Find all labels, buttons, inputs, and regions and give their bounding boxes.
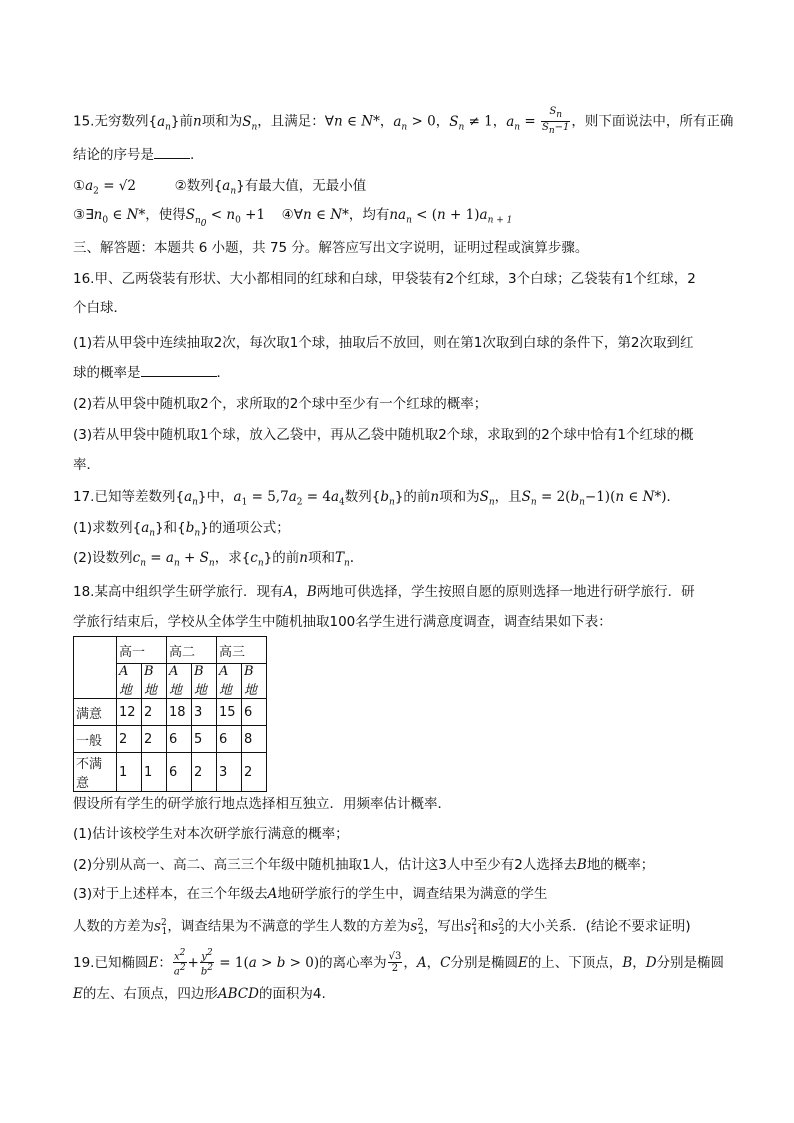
q17-line1: 17.已知等差数列$\{a_n\}$中，$a_1 = 5,7a_2 = 4a_4$数列$\{b_n\}$的前n项和为$S_n$，且$S_n = 2(b_n-1)(n$ ∈ N*)． — [73, 489, 680, 508]
table-cell: 12 — [117, 699, 142, 726]
table-cell: 1 — [142, 753, 167, 792]
grade-header: 高三 — [217, 637, 267, 664]
q16-line7: 率． — [73, 457, 100, 473]
table-cell: 2 — [192, 753, 217, 792]
q16-line4: 球的概率是 ． — [73, 362, 230, 383]
q17-line3: (2)设数列$c_n = a_n + S_n$，求$\{c_n\}$的前n项和$T_n$. — [73, 550, 355, 569]
q19-line1: 19.已知椭圆E： $\frac{x^2}{a^2}$ + $\frac{y^2}{b^2}$ = 1(a > b > 0)的离心率为 $\frac{√3}{2}$ ，A，C分别是椭圆E的上、下顶点，B，D分别是椭圆 — [73, 948, 725, 978]
row-label: 满意 — [74, 699, 117, 726]
q19-line2: E的左、右顶点，四边形ABCD的面积为4. — [73, 986, 326, 1002]
table-row — [74, 699, 267, 726]
row-label: 一般 — [74, 726, 117, 753]
site-header: B地 — [192, 664, 217, 699]
q18-line7: 人数的方差为$s^2_1$，调查结果为不满意的学生人数的方差为$s^2_2$，写出$s^2_1$和$s^2_2$的大小关系．(结论不要求证明) — [73, 918, 691, 938]
q16-line5: (2)若从甲袋中随机取2个，求所取的2个球中至少有一个红球的概率； — [73, 396, 488, 412]
q16-line6: (3)若从甲袋中随机取1个球，放入乙袋中，再从乙袋中随机取2个球，求取到的2个球中恰有1个红球的概 — [73, 427, 694, 443]
table-cell: 6 — [217, 726, 242, 753]
grade-header: 高一 — [117, 637, 167, 664]
q15-options-row1: $①a_2 = √2$ ②数列$\{a_n\}$有最大值，无最小值 — [73, 178, 367, 197]
table-row — [74, 753, 267, 792]
q18-line3: 假设所有学生的研学旅行地点选择相互独立．用频率估计概率． — [73, 796, 451, 812]
q16-line2: 个白球． — [73, 300, 127, 316]
q18-line5: (2)分别从高一、高二、高三三个年级中随机抽取1人，估计这3人中至少有2人选择去B地的概率； — [73, 857, 655, 873]
row-label: 不满意 — [74, 753, 117, 792]
table-cell: 18 — [167, 699, 192, 726]
q15-options-row2: $③\exists n_0$ ∈ N*，使得$S_{n_0} < n_0 +1$ ④∀n ∈ N*，均有$na_n < (n + 1)a_{n + 1}$ — [73, 207, 513, 229]
q18-line4: (1)估计该校学生对本次研学旅行满意的概率； — [73, 826, 349, 842]
table-cell: 8 — [242, 726, 267, 753]
table-corner — [74, 637, 117, 699]
survey-table — [73, 636, 267, 792]
table-cell: 6 — [167, 753, 192, 792]
q15-stem: 15.无穷数列$\{a_n\}$前n项和为$S_n$，且满足：∀n ∈ N*，$a_n > 0$，$S_n \ne 1$，$a_n$ = $\frac{S_n}{S_n-1}$ ，则下面说法中，所有正确 — [73, 106, 734, 136]
q18-line6: (3)对于上述样本，在三个年级去A地研学旅行的学生中，调查结果为满意的学生 — [73, 886, 548, 902]
table-cell: 2 — [142, 699, 167, 726]
table-cell: 3 — [217, 753, 242, 792]
table-cell: 3 — [192, 699, 217, 726]
table-cell: 2 — [117, 726, 142, 753]
table-cell: 5 — [192, 726, 217, 753]
site-header: B地 — [142, 664, 167, 699]
table-cell: 2 — [142, 726, 167, 753]
table-cell: 6 — [242, 699, 267, 726]
answer-blank — [154, 144, 190, 159]
q16-line1: 16.甲、乙两袋装有形状、大小都相同的红球和白球，甲袋装有2个红球，3个白球；乙袋装有1个红球，2 — [73, 271, 696, 287]
site-header: A地 — [217, 664, 242, 699]
answer-blank — [141, 362, 217, 377]
table-cell: 1 — [117, 753, 142, 792]
q15-line2: 结论的序号是 . — [73, 144, 194, 165]
grade-header: 高二 — [167, 637, 217, 664]
q17-line2: (1)求数列$\{a_n\}$和$\{b_n\}$的通项公式； — [73, 520, 290, 539]
table-cell: 15 — [217, 699, 242, 726]
section-heading: 三、解答题：本题共 6 小题，共 75 分。解答应写出文字说明，证明过程或演算步骤。 — [73, 240, 589, 256]
table-row — [74, 726, 267, 753]
site-header: A地 — [117, 664, 142, 699]
q18-line1: 18.某高中组织学生研学旅行．现有A，B两地可供选择，学生按照自愿的原则选择一地进行研学旅行．研 — [73, 584, 695, 600]
site-header: A地 — [167, 664, 192, 699]
q16-line3: (1)若从甲袋中连续抽取2次，每次取1个球，抽取后不放回，则在第1次取到白球的条件下，第2次取到红 — [73, 335, 694, 351]
q18-line2: 学旅行结束后，学校从全体学生中随机抽取100名学生进行满意度调查，调查结果如下表： — [73, 614, 612, 630]
table-cell: 6 — [167, 726, 192, 753]
site-header: B地 — [242, 664, 267, 699]
table-cell: 2 — [242, 753, 267, 792]
